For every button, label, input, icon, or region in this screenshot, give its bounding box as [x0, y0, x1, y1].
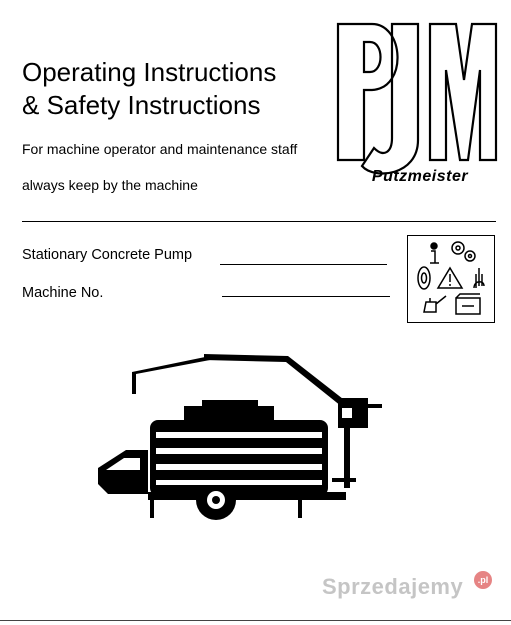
subtitle-operator: For machine operator and maintenance staff [22, 141, 298, 157]
warning-icon [438, 268, 462, 288]
title-line-1: Operating Instructions [22, 57, 277, 87]
tire-icon [418, 267, 430, 289]
concrete-pump-illustration [92, 350, 382, 525]
title-line-2: & Safety Instructions [22, 90, 261, 120]
subtitle-keep: always keep by the machine [22, 177, 198, 193]
safety-icons-panel [407, 235, 495, 323]
pump-field[interactable] [220, 264, 387, 265]
pump-label: Stationary Concrete Pump [22, 247, 193, 263]
logo-wordmark: Putzmeister [371, 168, 469, 185]
putzmeister-logo [334, 20, 500, 188]
header-divider [22, 221, 496, 222]
watermark-badge: .pl [474, 571, 492, 589]
manual-icon [456, 294, 480, 314]
document-title [22, 56, 276, 122]
machine-no-label: Machine No. [22, 285, 104, 301]
info-icon [430, 243, 439, 263]
watermark-text: Sprzedajemy [322, 574, 464, 599]
oil-can-icon [424, 296, 446, 312]
machine-no-field[interactable] [222, 296, 390, 297]
hand-icon [474, 268, 484, 288]
gears-icon [452, 242, 475, 261]
bottom-edge [0, 620, 511, 621]
